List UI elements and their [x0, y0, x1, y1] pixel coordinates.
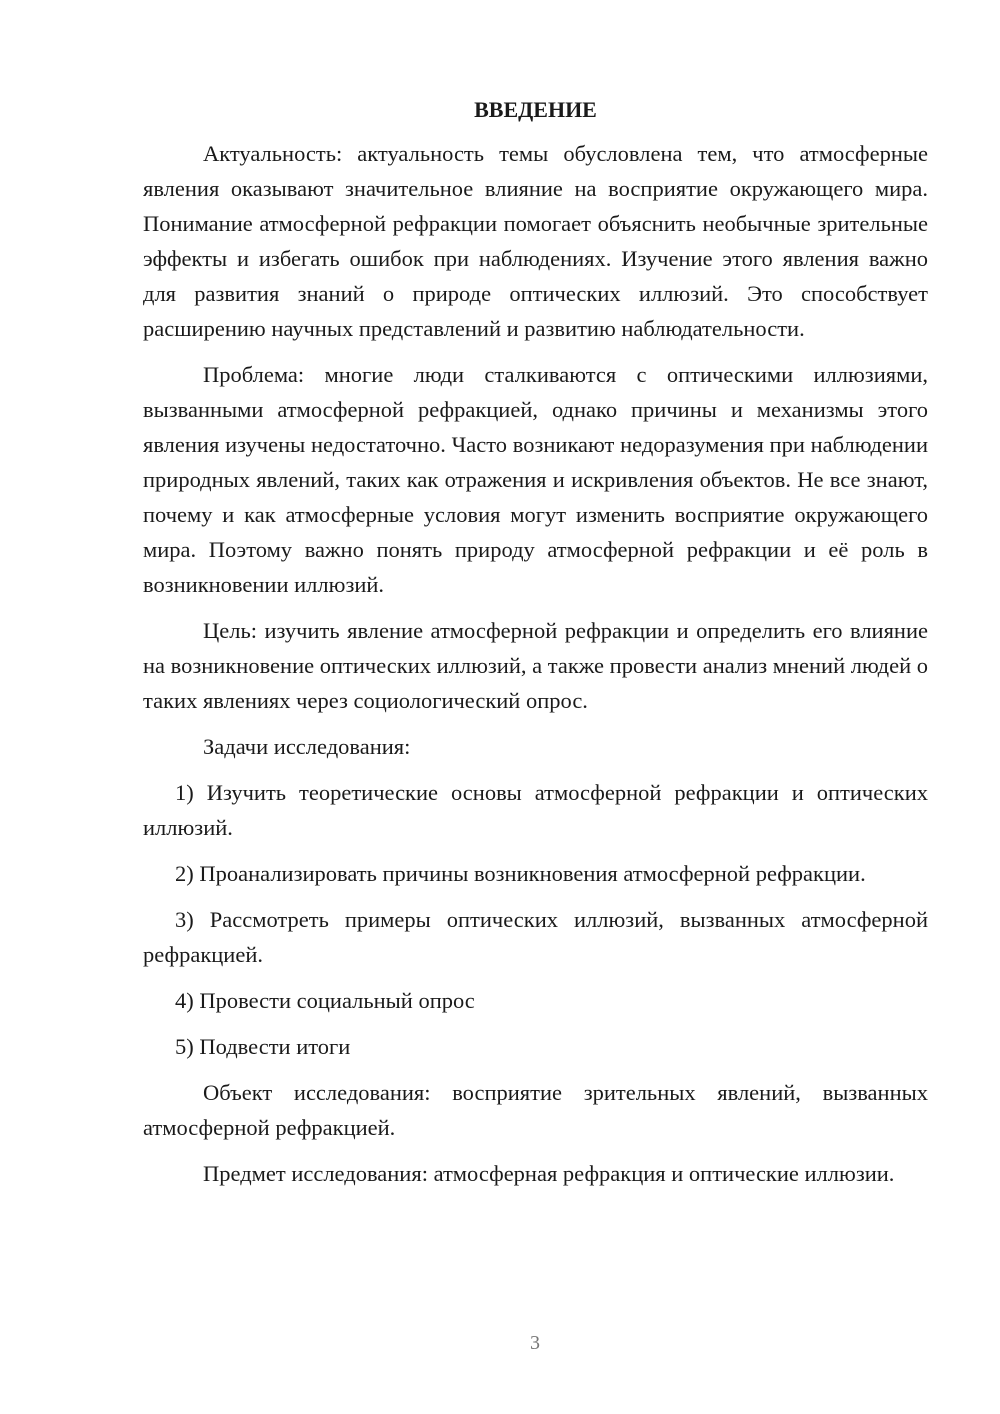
- paragraph-problem: Проблема: многие люди сталкиваются с оптическими иллюзиями, вызванными атмосферной рефракцией, однако причины и механизмы этого явления изучены недостаточно. Часто возникают недоразумения при наблюдении природных явлений, таких как отражения и искривления объектов. Не все знают, почему и как атмосферные условия могут изменить восприятие окружающего мира. Поэтому важно понять природу атмосферной рефракции и её роль в возникновении иллюзий.: [143, 362, 928, 597]
- paragraph-subject: Предмет исследования: атмосферная рефракция и оптические иллюзии.: [203, 1161, 895, 1186]
- paragraph-relevance: Актуальность: актуальность темы обусловлена тем, что атмосферные явления оказывают значительное влияние на восприятие окружающего мира. Понимание атмосферной рефракции помогает объяснить необычные зрительные эффекты и избегать ошибок при наблюдениях. Изучение этого явления важно для развития знаний о природе оптических иллюзий. Это способствует расширению научных представлений и развитию наблюдательности.: [143, 141, 928, 341]
- task-item: 4) Провести социальный опрос: [175, 988, 475, 1013]
- tasks-heading: Задачи исследования:: [203, 734, 411, 759]
- task-item: 5) Подвести итоги: [175, 1034, 351, 1059]
- paragraph-object: Объект исследования: восприятие зрительных явлений, вызванных атмосферной рефракцией.: [143, 1080, 928, 1140]
- task-item: 3) Рассмотреть примеры оптических иллюзий, вызванных атмосферной рефракцией.: [143, 907, 928, 967]
- paragraph-goal: Цель: изучить явление атмосферной рефракции и определить его влияние на возникновение оптических иллюзий, а также провести анализ мнений людей о таких явлениях через социологический опрос.: [143, 618, 928, 713]
- page-number: 3: [530, 1332, 540, 1354]
- task-item: 1) Изучить теоретические основы атмосферной рефракции и оптических иллюзий.: [143, 780, 928, 840]
- document-page: [143, 95, 928, 1202]
- task-item: 2) Проанализировать причины возникновения атмосферной рефракции.: [175, 861, 866, 886]
- section-title: ВВЕДЕНИЕ: [474, 97, 597, 122]
